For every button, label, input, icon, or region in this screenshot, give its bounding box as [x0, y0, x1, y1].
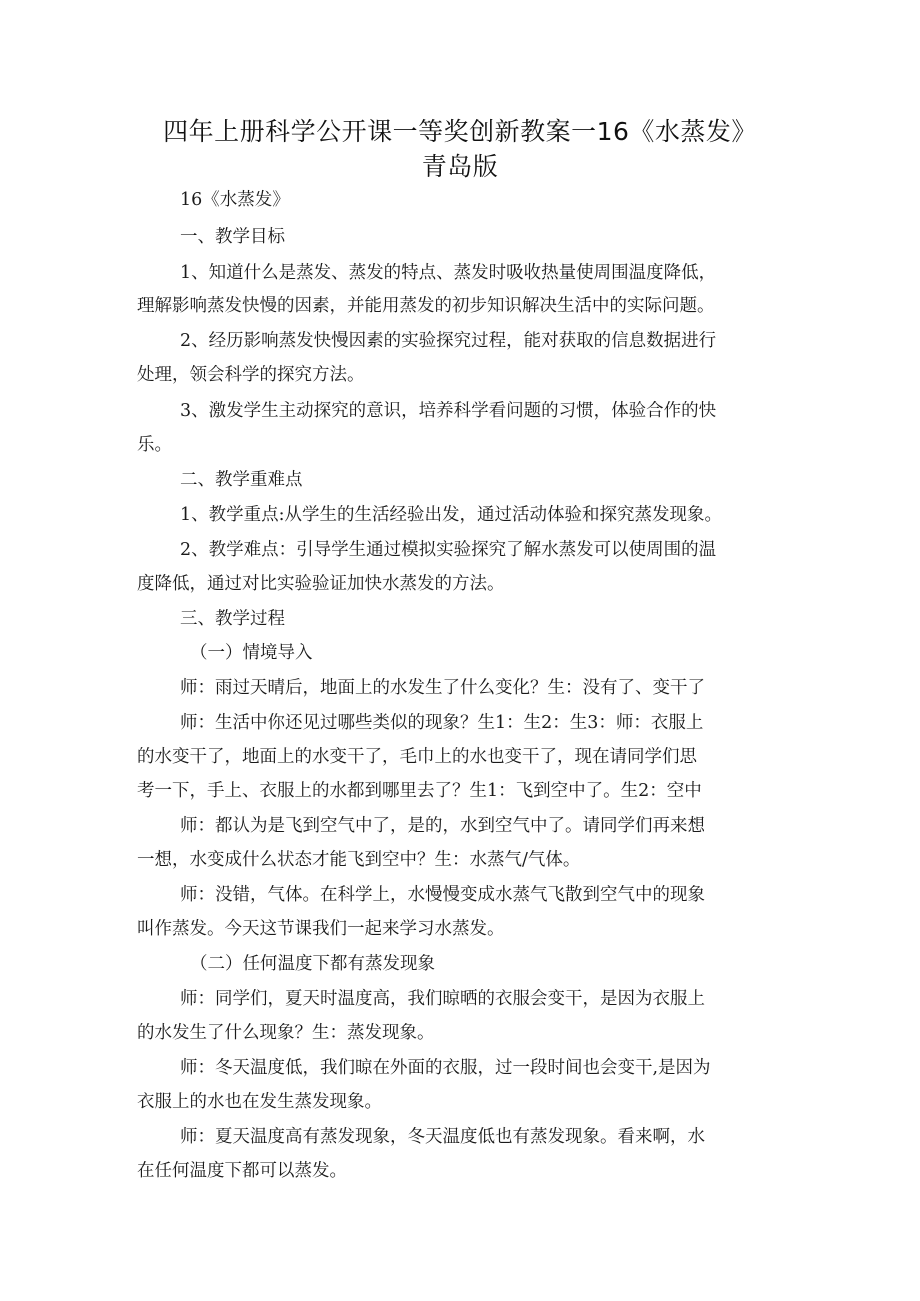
section-heading-key-points: 二、教学重难点 — [180, 470, 303, 490]
section-heading-objectives: 一、教学目标 — [180, 227, 285, 247]
paragraph-line: 1、知道什么是蒸发、蒸发的特点、蒸发时吸收热量使周围温度降低， — [180, 263, 717, 283]
subsection-heading: （一）情境导入 — [190, 643, 313, 663]
paragraph-line: 师：冬天温度低，我们晾在外面的衣服，过一段时间也会变干,是因为 — [180, 1058, 711, 1078]
section-heading-process: 三、教学过程 — [180, 609, 285, 629]
paragraph-line: 师：没错，气体。在科学上，水慢慢变成水蒸气飞散到空气中的现象 — [180, 885, 705, 905]
document-title: 四年上册科学公开课一等奖创新教案一16《水蒸发》 — [163, 117, 757, 146]
paragraph-line: 师：雨过天晴后，地面上的水发生了什么变化？生：没有了、变干了 — [180, 678, 705, 698]
paragraph-line: 度降低，通过对比实验验证加快水蒸发的方法。 — [137, 574, 505, 594]
paragraph-line: 2、经历影响蒸发快慢因素的实验探究过程，能对获取的信息数据进行 — [180, 331, 717, 351]
paragraph-line: 的水发生了什么现象？生：蒸发现象。 — [137, 1023, 435, 1043]
subsection-heading: （二）任何温度下都有蒸发现象 — [190, 954, 435, 974]
paragraph-line: 师：生活中你还见过哪些类似的现象？生1：生2：生3：师：衣服上 — [180, 713, 704, 733]
paragraph-line: 2、教学难点：引导学生通过模拟实验探究了解水蒸发可以使周围的温 — [180, 540, 717, 560]
paragraph-line: 衣服上的水也在发生蒸发现象。 — [137, 1092, 382, 1112]
paragraph-line: 的水变干了，地面上的水变干了，毛巾上的水也变干了，现在请同学们思 — [137, 747, 697, 767]
lesson-heading: 16《水蒸发》 — [180, 190, 290, 210]
paragraph-line: 在任何温度下都可以蒸发。 — [137, 1161, 347, 1181]
paragraph-line: 乐。 — [137, 435, 172, 455]
document-title-continued: 青岛版 — [421, 152, 499, 181]
paragraph-line: 师：都认为是飞到空气中了，是的，水到空气中了。请同学们再来想 — [180, 816, 705, 836]
paragraph-line: 师：同学们，夏天时温度高，我们晾晒的衣服会变干，是因为衣服上 — [180, 989, 705, 1009]
paragraph-line: 叫作蒸发。今天这节课我们一起来学习水蒸发。 — [137, 919, 505, 939]
paragraph-line: 处理，领会科学的探究方法。 — [137, 365, 365, 385]
paragraph-line: 3、激发学生主动探究的意识，培养科学看问题的习惯，体验合作的快 — [180, 401, 717, 421]
paragraph-line: 1、教学重点:从学生的生活经验出发，通过活动体验和探究蒸发现象。 — [180, 505, 723, 525]
paragraph-line: 理解影响蒸发快慢的因素，并能用蒸发的初步知识解决生活中的实际问题。 — [137, 296, 715, 316]
paragraph-line: 师：夏天温度高有蒸发现象，冬天温度低也有蒸发现象。看来啊，水 — [180, 1127, 705, 1147]
paragraph-line: 考一下，手上、衣服上的水都到哪里去了？生1：飞到空中了。生2：空中 — [137, 781, 702, 801]
paragraph-line: 一想，水变成什么状态才能飞到空中？生：水蒸气/气体。 — [137, 850, 581, 870]
